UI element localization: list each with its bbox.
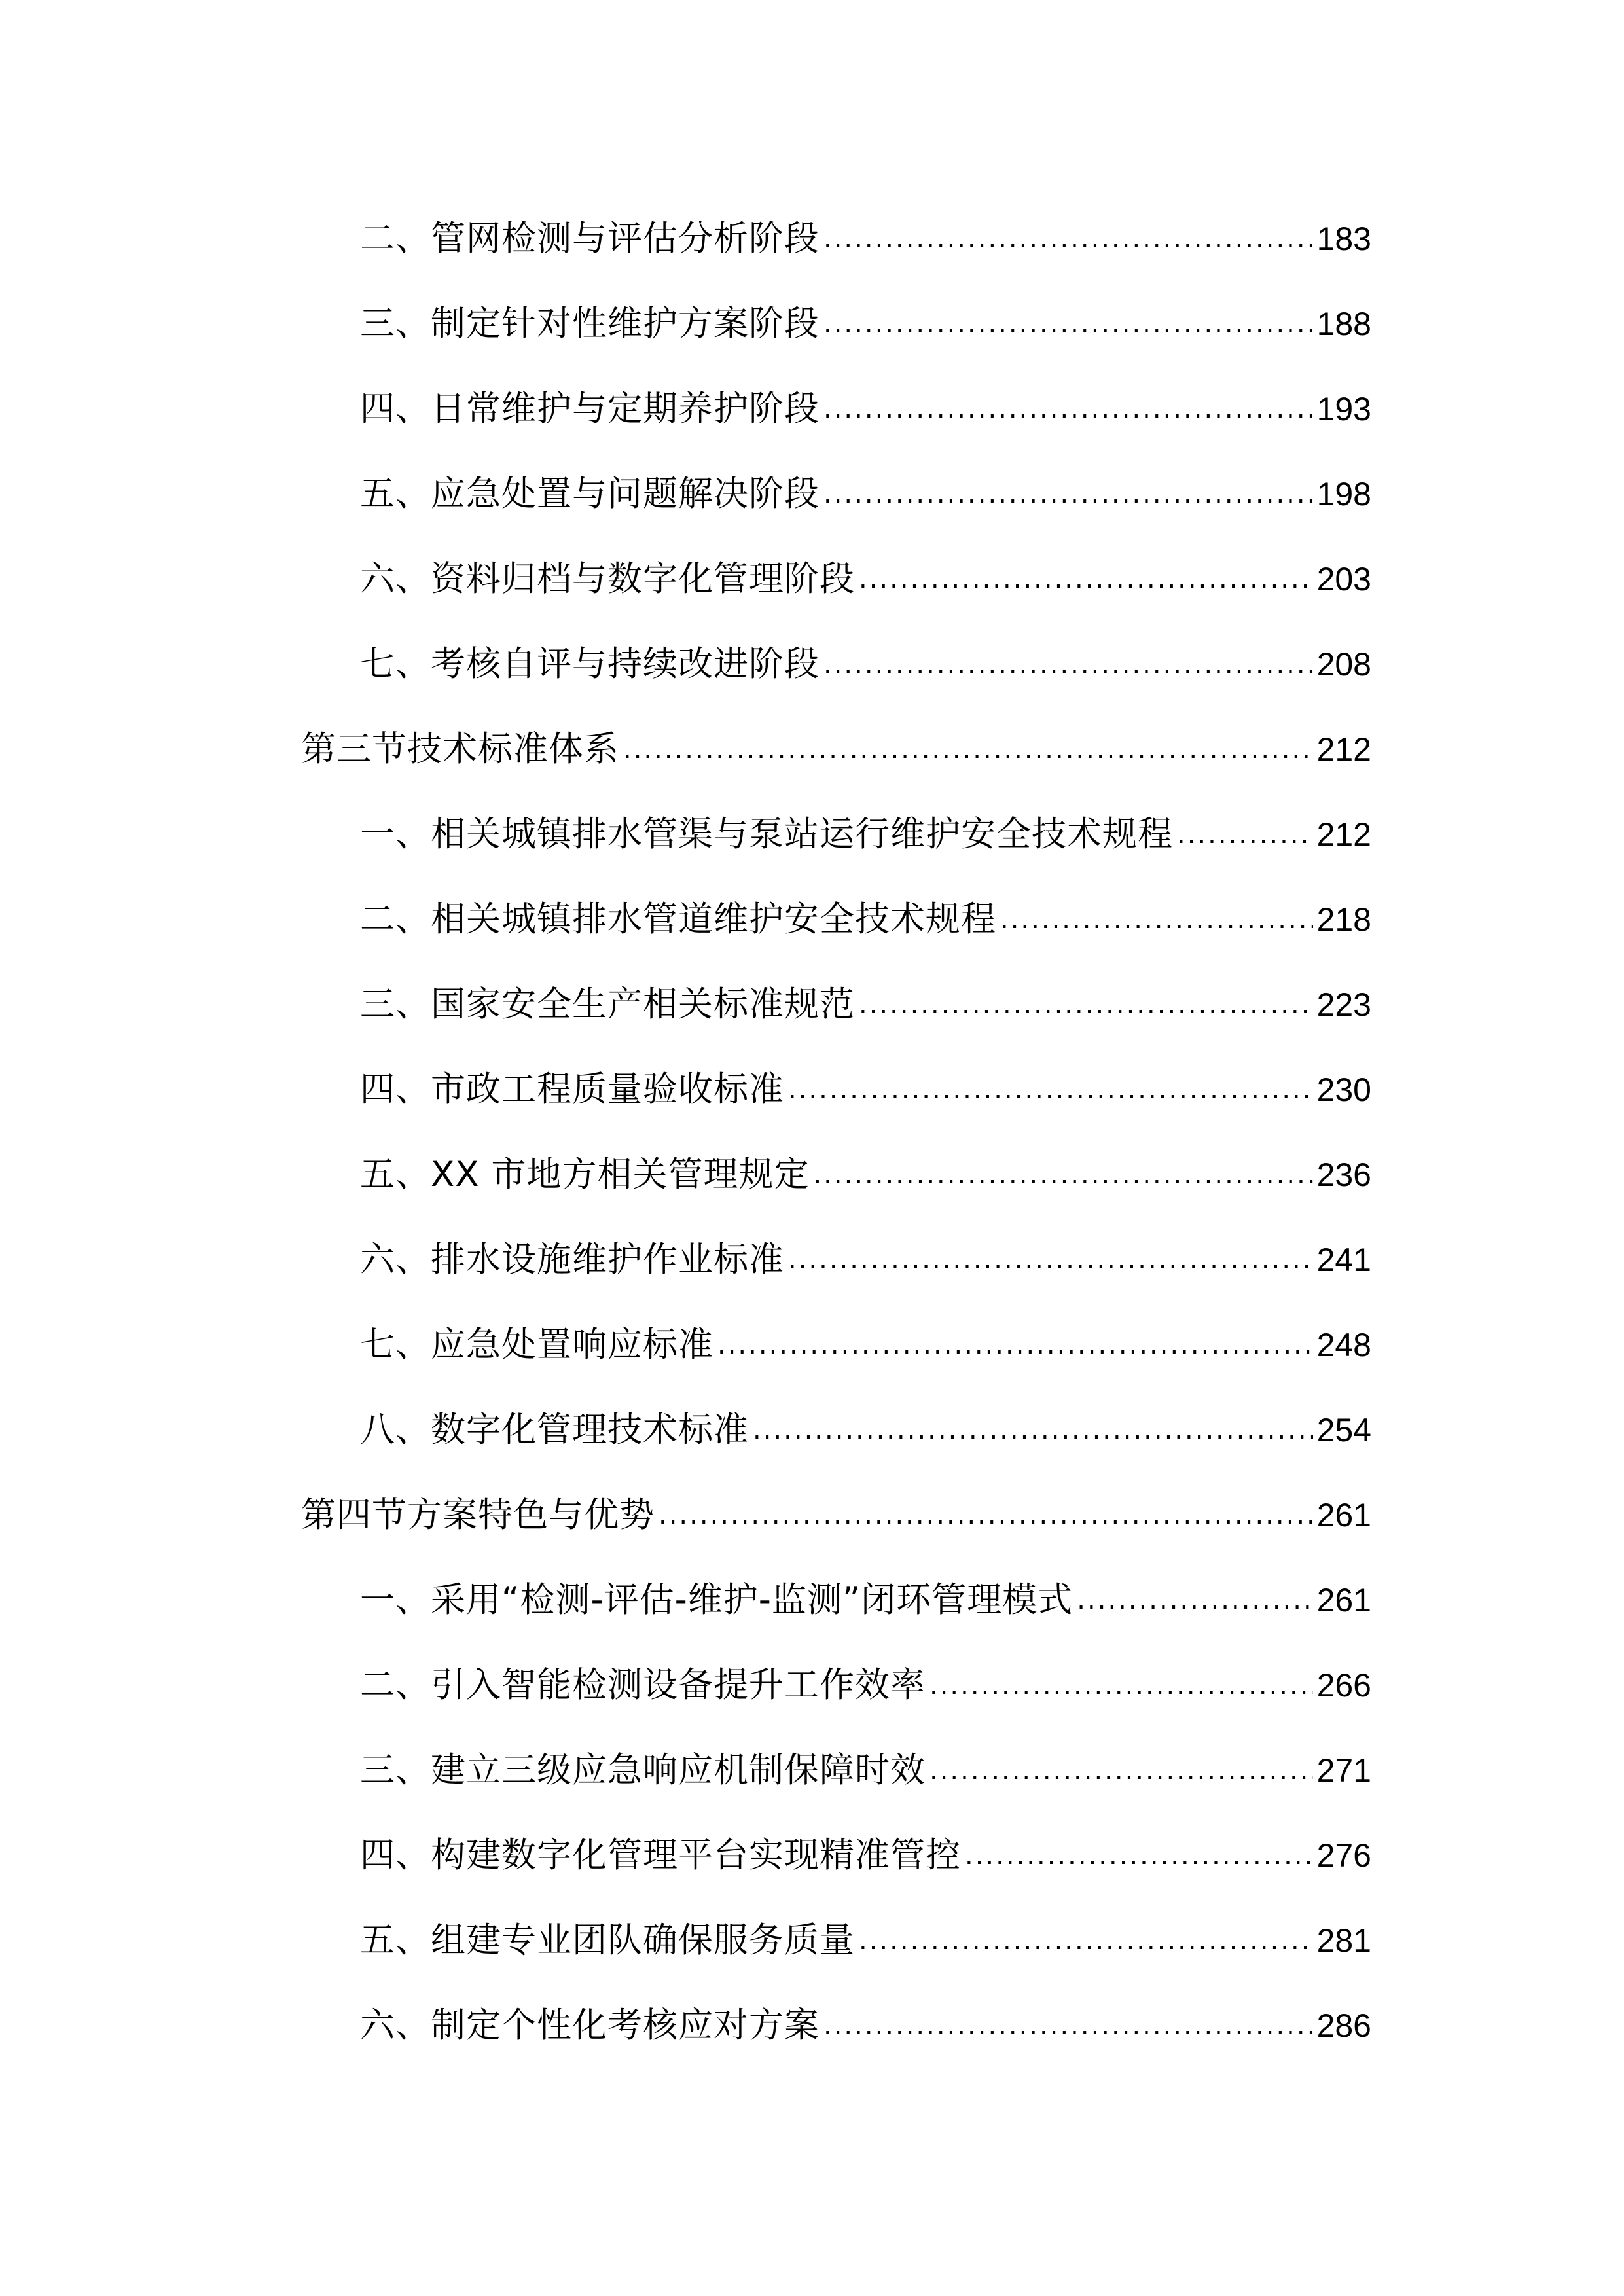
toc-section-title: 第四节方案特色与优势 — [301, 1495, 655, 1535]
toc-entry-page: 212 — [1316, 731, 1371, 768]
toc-entry-page: 241 — [1316, 1242, 1371, 1278]
dot-leader — [965, 1813, 1313, 1898]
dot-leader — [929, 1643, 1313, 1728]
toc-entry-page: 261 — [1316, 1582, 1371, 1619]
toc-entry-title: 一、相关城镇排水管渠与泵站运行维护安全技术规程 — [360, 814, 1173, 854]
toc-entry[interactable] — [301, 367, 1371, 452]
dot-leader — [823, 196, 1313, 281]
dot-leader — [929, 1728, 1313, 1813]
toc-entry-title: 五、组建专业团队确保服务质量 — [360, 1920, 855, 1960]
toc-entry[interactable] — [301, 792, 1371, 877]
toc-entry-title: 四、构建数字化管理平台实现精准管控 — [360, 1835, 961, 1875]
toc-entry[interactable] — [301, 281, 1371, 367]
toc-entry-page: 281 — [1316, 1922, 1371, 1959]
toc-entry-page: 198 — [1316, 476, 1371, 512]
toc-entry[interactable] — [301, 622, 1371, 707]
toc-entry-title: 七、应急处置响应标准 — [360, 1325, 713, 1365]
toc-entry-title: 三、制定针对性维护方案阶段 — [360, 304, 820, 344]
toc-entry-title: 五、XX 市地方相关管理规定 — [360, 1155, 810, 1194]
toc-entry[interactable] — [301, 1983, 1371, 2068]
toc-section-title: 第三节技术标准体系 — [301, 729, 619, 769]
dot-leader — [823, 622, 1313, 707]
table-of-contents — [301, 196, 1371, 2068]
toc-entry-title: 二、引入智能检测设备提升工作效率 — [360, 1665, 926, 1705]
toc-entry[interactable] — [301, 1302, 1371, 1388]
toc-entry-page: 203 — [1316, 561, 1371, 598]
toc-entry-page: 261 — [1316, 1497, 1371, 1534]
toc-entry-page: 248 — [1316, 1327, 1371, 1363]
dot-leader — [1000, 877, 1313, 962]
toc-entry-title: 六、资料归档与数字化管理阶段 — [360, 559, 855, 599]
dot-leader — [623, 707, 1313, 792]
toc-entry[interactable] — [301, 1813, 1371, 1898]
toc-entry-title: 四、日常维护与定期养护阶段 — [360, 389, 820, 429]
toc-entry-page: 218 — [1316, 901, 1371, 938]
dot-leader — [859, 1898, 1313, 1983]
toc-entry-title: 八、数字化管理技术标准 — [360, 1410, 749, 1450]
toc-entry[interactable] — [301, 1217, 1371, 1302]
toc-entry[interactable] — [301, 1898, 1371, 1983]
toc-entry[interactable] — [301, 452, 1371, 537]
toc-section-entry[interactable] — [301, 707, 1371, 792]
toc-entry-page: 230 — [1316, 1071, 1371, 1108]
toc-entry-page: 188 — [1316, 306, 1371, 342]
dot-leader — [859, 537, 1313, 622]
toc-entry-title: 三、国家安全生产相关标准规范 — [360, 984, 855, 1024]
toc-entry-page: 254 — [1316, 1412, 1371, 1448]
dot-leader — [788, 1217, 1313, 1302]
toc-entry-title: 七、考核自评与持续改进阶段 — [360, 644, 820, 684]
dot-leader — [1177, 792, 1313, 877]
toc-entry[interactable] — [301, 537, 1371, 622]
dot-leader — [823, 281, 1313, 367]
toc-entry-title: 二、相关城镇排水管道维护安全技术规程 — [360, 899, 996, 939]
toc-entry-page: 193 — [1316, 391, 1371, 427]
toc-entry-page: 183 — [1316, 221, 1371, 257]
toc-entry-title: 一、采用“检测-评估-维护-监测”闭环管理模式 — [360, 1580, 1074, 1620]
toc-entry-page: 271 — [1316, 1752, 1371, 1789]
toc-entry[interactable] — [301, 1558, 1371, 1643]
dot-leader — [659, 1473, 1313, 1558]
toc-entry-page: 208 — [1316, 646, 1371, 683]
toc-entry-page: 266 — [1316, 1667, 1371, 1704]
toc-entry[interactable] — [301, 1388, 1371, 1473]
toc-entry-title: 二、管网检测与评估分析阶段 — [360, 219, 820, 259]
dot-leader — [859, 962, 1313, 1047]
toc-entry[interactable] — [301, 962, 1371, 1047]
toc-entry-title: 五、应急处置与问题解决阶段 — [360, 474, 820, 514]
dot-leader — [813, 1132, 1312, 1217]
toc-entry-page: 286 — [1316, 2007, 1371, 2044]
toc-entry-title: 三、建立三级应急响应机制保障时效 — [360, 1750, 926, 1790]
toc-entry[interactable] — [301, 196, 1371, 281]
toc-entry-page: 212 — [1316, 816, 1371, 853]
toc-entry-title: 六、制定个性化考核应对方案 — [360, 2005, 820, 2045]
dot-leader — [823, 1983, 1313, 2068]
dot-leader — [717, 1302, 1313, 1388]
dot-leader — [753, 1388, 1313, 1473]
dot-leader — [1077, 1558, 1312, 1643]
toc-entry-title: 六、排水设施维护作业标准 — [360, 1240, 784, 1280]
dot-leader — [823, 367, 1313, 452]
toc-section-entry[interactable] — [301, 1473, 1371, 1558]
toc-entry-title: 四、市政工程质量验收标准 — [360, 1069, 784, 1109]
toc-entry[interactable] — [301, 877, 1371, 962]
toc-entry[interactable] — [301, 1047, 1371, 1132]
toc-entry[interactable] — [301, 1643, 1371, 1728]
toc-entry[interactable] — [301, 1728, 1371, 1813]
toc-entry-page: 223 — [1316, 986, 1371, 1023]
toc-entry[interactable] — [301, 1132, 1371, 1217]
toc-entry-page: 236 — [1316, 1157, 1371, 1193]
toc-entry-page: 276 — [1316, 1837, 1371, 1874]
dot-leader — [823, 452, 1313, 537]
dot-leader — [788, 1047, 1313, 1132]
